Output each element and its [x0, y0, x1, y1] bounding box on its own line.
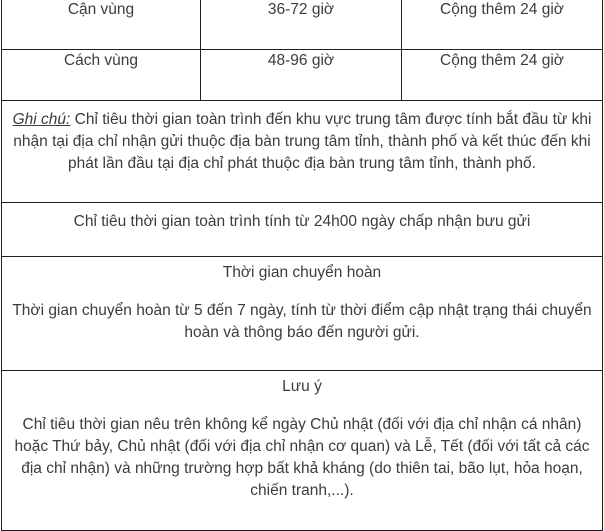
caution-text: Chỉ tiêu thời gian nêu trên không kể ngày Chủ nhật (đối với địa chỉ nhận cá nhân) hoặc Thứ bảy, Chủ nhật (đối với địa chỉ nhận cơ quan) và Lễ, Tết (đối với tất cả các địa chỉ nhận) và những trường hợp bất khả kháng (do thiên tai, bão lụt, hỏa hoạn, chiến tranh,...). [14, 416, 590, 499]
delivery-time-table [1, 0, 603, 531]
start-rule-text: Chỉ tiêu thời gian toàn trình tính từ 24h00 ngày chấp nhận bưu gửi [2, 203, 603, 257]
extra-time-cell: Cộng thêm 24 giờ [402, 0, 603, 50]
table-row [2, 50, 603, 101]
note-text: Chỉ tiêu thời gian toàn trình đến khu vực trung tâm được tính bắt đầu từ khi nhận tại địa chỉ nhận gửi thuộc địa bàn trung tâm tỉnh, thành phố và kết thúc đến khi phát lần đầu tại địa chỉ phát thuộc địa bàn trung tâm tỉnh, thành phố. [13, 111, 592, 172]
return-row [2, 257, 603, 371]
caution-row [2, 371, 603, 531]
time-cell: 36-72 giờ [201, 0, 402, 50]
extra-time-cell: Cộng thêm 24 giờ [402, 50, 603, 101]
note-label: Ghi chú: [12, 111, 71, 128]
caution-title: Lưu ý [282, 378, 322, 395]
return-cell [2, 257, 603, 371]
note-row [2, 101, 603, 203]
return-title: Thời gian chuyển hoàn [222, 264, 382, 281]
table-row [2, 0, 603, 50]
region-cell: Cận vùng [2, 0, 201, 50]
note-cell [2, 101, 603, 203]
region-cell: Cách vùng [2, 50, 201, 101]
time-cell: 48-96 giờ [201, 50, 402, 101]
caution-cell [2, 371, 603, 531]
start-rule-row [2, 203, 603, 257]
return-text: Thời gian chuyển hoàn từ 5 đến 7 ngày, tính từ thời điểm cập nhật trạng thái chuyển hoàn và thông báo đến người gửi. [12, 302, 592, 341]
